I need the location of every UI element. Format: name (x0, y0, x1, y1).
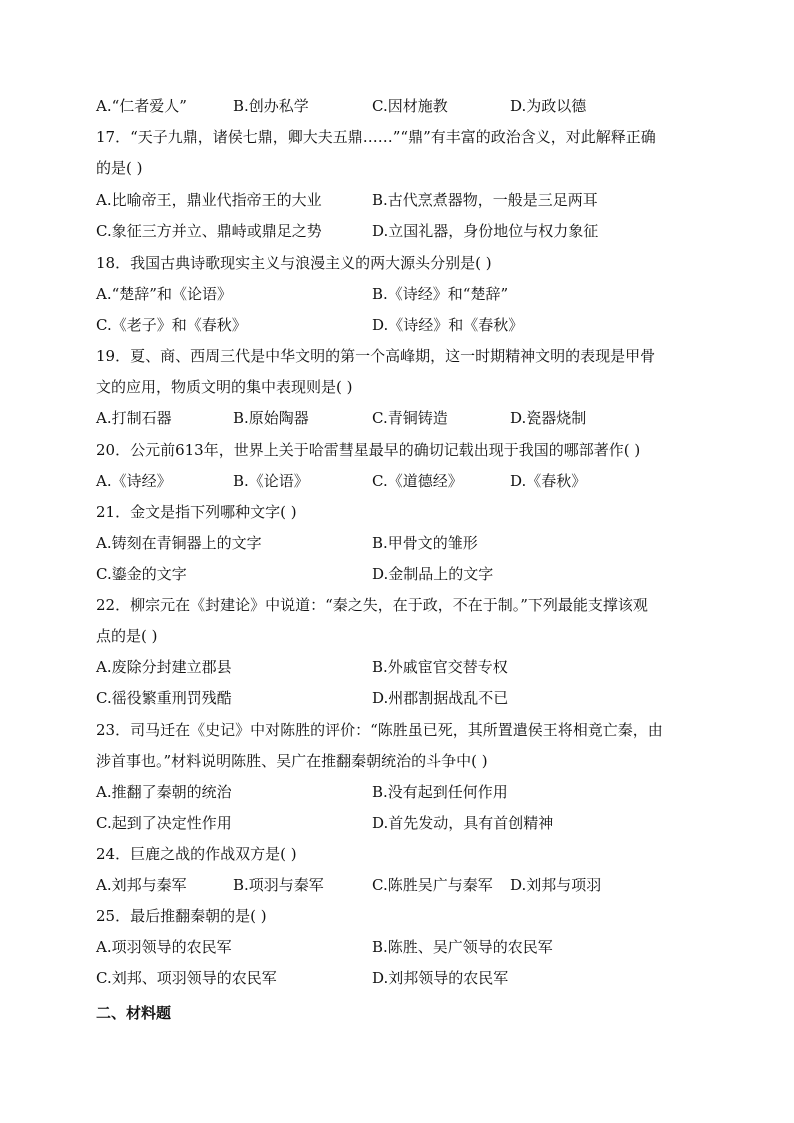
q23-option-c: C.起到了决定性作用 (96, 814, 232, 832)
q25-option-c: C.刘邦、项羽领导的农民军 (96, 969, 277, 987)
q19-option-b: B.原始陶器 (233, 409, 309, 427)
q19-option-c: C.青铜铸造 (372, 409, 448, 427)
q22-option-d: D.州郡割据战乱不已 (372, 689, 509, 707)
q19-option-d: D.瓷器烧制 (510, 409, 587, 427)
q23-stem-line1: 23．司马迁在《史记》中对陈胜的评价：“陈胜虽已死，其所置遣侯王将相竟亡秦，由 (96, 721, 663, 739)
q22-option-c: C.徭役繁重刑罚残酷 (96, 689, 232, 707)
q16-option-c: C.因材施教 (372, 97, 448, 115)
q17-option-a: A.比喻帝王，鼎业代指帝王的大业 (96, 191, 322, 209)
q16-option-a: A.“仁者爱人” (96, 97, 187, 115)
q24-stem: 24．巨鹿之战的作战双方是( ) (96, 845, 297, 863)
q17-option-c: C.象征三方并立、鼎峙或鼎足之势 (96, 222, 322, 240)
q21-option-a: A.铸刻在青铜器上的文字 (96, 534, 262, 552)
q17-option-b: B.古代烹煮器物，一般是三足两耳 (372, 191, 598, 209)
q16-option-b: B.创办私学 (233, 97, 309, 115)
q18-option-b: B.《诗经》和“楚辞” (372, 285, 509, 303)
q20-option-b: B.《论语》 (233, 472, 309, 490)
q23-stem-line2: 涉首事也。”材料说明陈胜、吴广在推翻秦朝统治的斗争中( ) (96, 752, 488, 770)
q24-option-b: B.项羽与秦军 (233, 876, 324, 894)
q24-option-a: A.刘邦与秦军 (96, 876, 187, 894)
q19-option-a: A.打制石器 (96, 409, 172, 427)
q18-option-d: D.《诗经》和《春秋》 (372, 316, 524, 334)
q17-stem-line1: 17．“天子九鼎，诸侯七鼎，卿大夫五鼎……”“鼎”有丰富的政治含义，对此解释正确 (96, 128, 656, 146)
q25-option-a: A.项羽领导的农民军 (96, 938, 232, 956)
q18-stem: 18．我国古典诗歌现实主义与浪漫主义的两大源头分别是( ) (96, 254, 492, 272)
q20-stem: 20．公元前613年，世界上关于哈雷彗星最早的确切记载出现于我国的哪部著作( ) (96, 441, 641, 459)
q25-stem: 25．最后推翻秦朝的是( ) (96, 907, 267, 925)
q20-option-d: D.《春秋》 (510, 472, 587, 490)
q24-option-d: D.刘邦与项羽 (510, 876, 602, 894)
q19-stem-line2: 文的应用，物质文明的集中表现则是( ) (96, 378, 353, 396)
q16-option-d: D.为政以德 (510, 97, 587, 115)
q23-option-d: D.首先发动，具有首创精神 (372, 814, 554, 832)
q22-stem-line2: 点的是( ) (96, 627, 158, 645)
q19-stem-line1: 19．夏、商、西周三代是中华文明的第一个高峰期，这一时期精神文明的表现是甲骨 (96, 347, 656, 365)
q20-option-a: A.《诗经》 (96, 472, 172, 490)
q23-option-b: B.没有起到任何作用 (372, 783, 508, 801)
q18-option-a: A.“楚辞”和《论语》 (96, 285, 232, 303)
q22-option-a: A.废除分封建立郡县 (96, 658, 232, 676)
section-heading: 二、材料题 (96, 1004, 172, 1022)
q22-stem-line1: 22．柳宗元在《封建论》中说道：“秦之失，在于政，不在于制。”下列最能支撑该观 (96, 596, 648, 614)
q25-option-b: B.陈胜、吴广领导的农民军 (372, 938, 553, 956)
q20-option-c: C.《道德经》 (372, 472, 463, 490)
q21-option-b: B.甲骨文的雏形 (372, 534, 478, 552)
q21-option-d: D.金制品上的文字 (372, 565, 494, 583)
q25-option-d: D.刘邦领导的农民军 (372, 969, 509, 987)
q22-option-b: B.外戚宦官交替专权 (372, 658, 508, 676)
q21-stem: 21．金文是指下列哪种文字( ) (96, 503, 297, 521)
q17-option-d: D.立国礼器，身份地位与权力象征 (372, 222, 599, 240)
q21-option-c: C.鎏金的文字 (96, 565, 187, 583)
q17-stem-line2: 的是( ) (96, 159, 143, 177)
q23-option-a: A.推翻了秦朝的统治 (96, 783, 232, 801)
q18-option-c: C.《老子》和《春秋》 (96, 316, 247, 334)
q24-option-c: C.陈胜吴广与秦军 (372, 876, 493, 894)
